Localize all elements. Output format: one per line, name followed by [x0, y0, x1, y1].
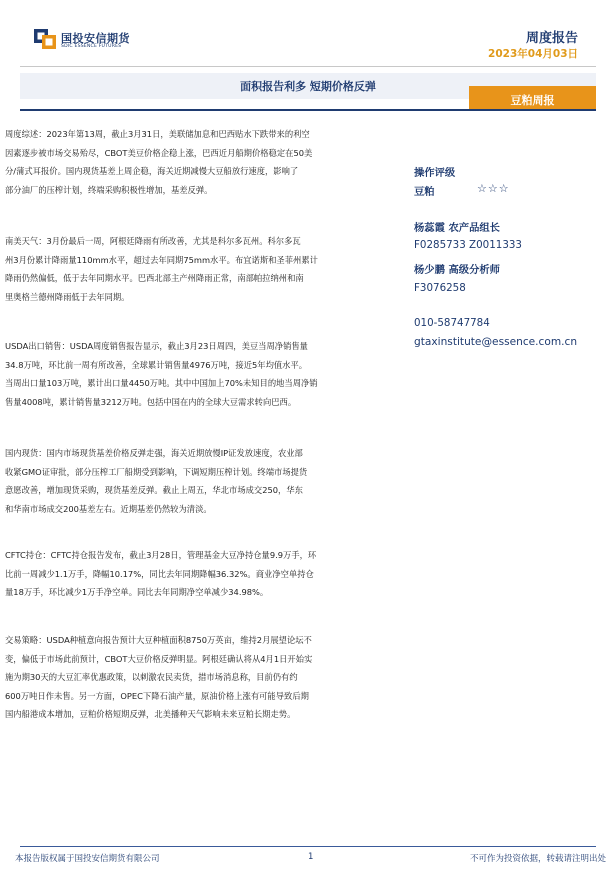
company-name-en: SDIC ESSENCE FUTURES — [61, 44, 122, 49]
paragraph-cftc-positions — [5, 546, 410, 602]
text-line: 因素逐步被市场交易殆尽，CBOT美豆价格企稳上涨，巴西近月船期价格稳定在50美 — [5, 147, 313, 158]
text-line: 国内船港成本增加，豆粕价格短期反弹，北美播种天气影响未来豆粕长期走势。 — [5, 709, 296, 720]
text-line: 收紧GMO证审批，部分压榨工厂船期受到影响，下调短期压榨计划。终端市场提货 — [5, 466, 308, 477]
text-line: 南美天气：3月份最后一周，阿根廷降雨有所改善，尤其是科尔多瓦州。科尔多瓦 — [5, 236, 301, 246]
page-number: 1 — [308, 852, 314, 862]
text-line: 分/蒲式耳报价。国内现货基差上周企稳，海关近期减慢大豆船放行速度，影响了 — [5, 166, 299, 177]
footer-divider — [20, 846, 596, 847]
footer-disclaimer: 不可作为投资依据，转载请注明出处 — [469, 854, 606, 864]
report-date: 2023年04月03日 — [488, 48, 578, 60]
paragraph-usda-export-sales — [5, 337, 410, 411]
text-line: 34.8万吨，环比前一周有所改善，全球累计销售量4976万吨，接近5年均值水平。 — [5, 359, 308, 370]
text-line: 国内现货：国内市场现货基差价格反弹走强，海关近期放慢IP证发放速度，农业部 — [5, 448, 303, 458]
paragraph-south-america-weather — [5, 232, 410, 306]
text-line: 和华南市场成交200基差左右。近期基差仍然较为清淡。 — [5, 503, 212, 514]
section-tab-label: 豆粕周报 — [510, 94, 555, 107]
contact-email-link[interactable]: gtaxinstitute@essence.com.cn — [414, 336, 578, 348]
title-divider — [20, 109, 596, 111]
header-divider — [20, 66, 596, 67]
paragraph-weekly-summary — [5, 125, 410, 199]
text-line: 降雨仍然偏低，低于去年同期水平。巴西北部主产州降雨正常，南部帕拉纳州和南 — [5, 273, 304, 284]
company-logo-icon — [34, 29, 56, 49]
text-line: 交易策略：USDA种植意向报告预计大豆种植面积8750万英亩，维持2月展望论坛不 — [5, 635, 312, 645]
analyst-1-name: 杨蕊霞 农产品组长 — [414, 222, 500, 234]
analyst-1-ids: F0285733 Z0011333 — [414, 239, 522, 251]
contact-phone: 010-58747784 — [414, 317, 490, 329]
report-type: 周度报告 — [525, 31, 578, 46]
analyst-2-id: F3076258 — [414, 282, 466, 294]
text-line: 变，偏低于市场此前预计，CBOT大豆价格反弹明显。阿根廷确认将从4月1日开始实 — [5, 653, 313, 664]
text-line: CFTC持仓：CFTC持仓报告发布，截止3月28日，管理基金大豆净持仓量9.9万手，环 — [5, 550, 317, 560]
text-line: 周度综述：2023年第13周，截止3月31日，美联储加息和巴西贴水下跌带来的利空 — [5, 129, 310, 139]
text-line: 部分油厂的压榨计划，终端采购积极性增加，基差反弹。 — [5, 184, 213, 195]
rating-product: 豆粕 — [414, 186, 435, 198]
text-line: 州3月份累计降雨量110mm水平，超过去年同期75mm水平。布宜诺斯和圣菲州累计 — [5, 254, 318, 265]
footer-copyright: 本报告版权属于国投安信期货有限公司 — [15, 854, 160, 864]
rating-title: 操作评级 — [414, 167, 456, 179]
text-line: 意愿改善，增加现货采购，现货基差反弹。截止上周五，华北市场成交250，华东 — [5, 485, 303, 496]
company-name-cn: 国投安信期货 — [61, 32, 130, 45]
page-title: 面积报告利多 短期价格反弹 — [240, 80, 376, 93]
text-line: 施为期30天的大豆汇率优惠政策，以刺激农民卖货，措市场消息称，目前仍有约 — [5, 672, 298, 683]
text-line: 售量4008吨，累计销售量3212万吨。包括中国在内的全球大豆需求转向巴西。 — [5, 396, 297, 407]
rating-stars-icon: ☆☆☆ — [477, 182, 510, 195]
text-line: 里奥格兰德州降雨低于去年同期。 — [5, 291, 130, 302]
text-line: USDA出口销售：USDA周度销售报告显示，截止3月23日周四，美豆当周净销售量 — [5, 341, 308, 351]
paragraph-trading-strategy — [5, 631, 410, 724]
text-line: 量18万手，环比减少1万手净空单。同比去年同期净空单减少34.98%。 — [5, 587, 269, 598]
paragraph-domestic-spot — [5, 444, 410, 518]
text-line: 600万吨日作未售。另一方面，OPEC下降石油产量，原油价格上涨有可能导致后期 — [5, 690, 309, 701]
analyst-2-name: 杨少鹏 高级分析师 — [414, 264, 500, 276]
text-line: 比前一周减少1.1万手，降幅10.17%，同比去年同期降幅36.32%。商业净空单持仓 — [5, 568, 314, 579]
text-line: 当周出口量103万吨，累计出口量4450万吨。其中中国加上70%未知目的地当周净销 — [5, 378, 318, 389]
